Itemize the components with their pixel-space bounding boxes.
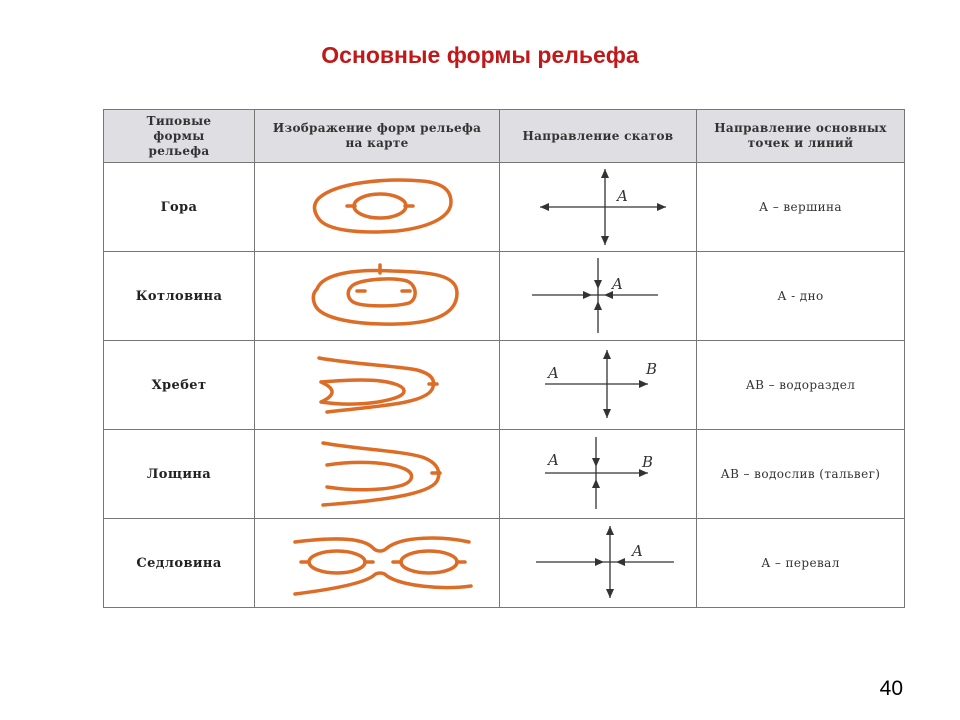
point-label: A: [612, 275, 623, 293]
slope-arrows-diagram: [500, 342, 696, 428]
relief-name: Седловина: [104, 519, 255, 608]
hollow-contours-drawing: [257, 431, 497, 517]
slope-arrows-diagram: [500, 431, 696, 517]
header-slope-direction: Направление скатов: [500, 110, 697, 163]
slide-title: Основные формы рельефа: [321, 42, 639, 68]
page-number: 40: [879, 677, 903, 700]
table-row: [104, 519, 905, 608]
table-header-row: [104, 110, 905, 163]
ridge-contours-drawing: [257, 342, 497, 428]
header-points-lines: Направление основных точек и линий: [697, 110, 905, 163]
relief-name: Хребет: [104, 341, 255, 430]
point-description: А - дно: [697, 252, 905, 341]
point-label: A: [632, 542, 643, 560]
relief-name: Лощина: [104, 430, 255, 519]
map-drawing-cell: [255, 430, 500, 519]
slope-arrows-diagram: [500, 520, 696, 606]
point-description: АВ – водослив (тальвег): [697, 430, 905, 519]
point-description: А – перевал: [697, 519, 905, 608]
depression-contours-drawing: [257, 253, 497, 339]
header-relief-type: Типовые формы рельефа: [104, 110, 255, 163]
map-drawing-cell: [255, 341, 500, 430]
relief-name: Гора: [104, 163, 255, 252]
point-label: A: [548, 364, 559, 382]
table-row: [104, 430, 905, 519]
map-drawing-cell: [255, 163, 500, 252]
point-description: АВ – водораздел: [697, 341, 905, 430]
table-row: [104, 163, 905, 252]
point-description: А – вершина: [697, 163, 905, 252]
slope-arrows-diagram: [500, 164, 696, 250]
table-row: [104, 252, 905, 341]
slope-direction-cell: [500, 163, 697, 252]
relief-name: Котловина: [104, 252, 255, 341]
map-drawing-cell: [255, 519, 500, 608]
relief-forms-table: [103, 109, 905, 608]
slope-arrows-diagram: [500, 253, 696, 339]
mountain-contours-drawing: [257, 164, 497, 250]
slope-direction-cell: [500, 341, 697, 430]
slope-direction-cell: [500, 430, 697, 519]
slope-direction-cell: [500, 519, 697, 608]
point-label: B: [642, 453, 654, 471]
slope-direction-cell: [500, 252, 697, 341]
point-label: B: [646, 360, 658, 378]
header-map-image: Изображение форм рельефа на карте: [255, 110, 500, 163]
table-row: [104, 341, 905, 430]
point-label: A: [617, 187, 628, 205]
point-label: A: [548, 451, 559, 469]
saddle-contours-drawing: [257, 520, 497, 606]
map-drawing-cell: [255, 252, 500, 341]
